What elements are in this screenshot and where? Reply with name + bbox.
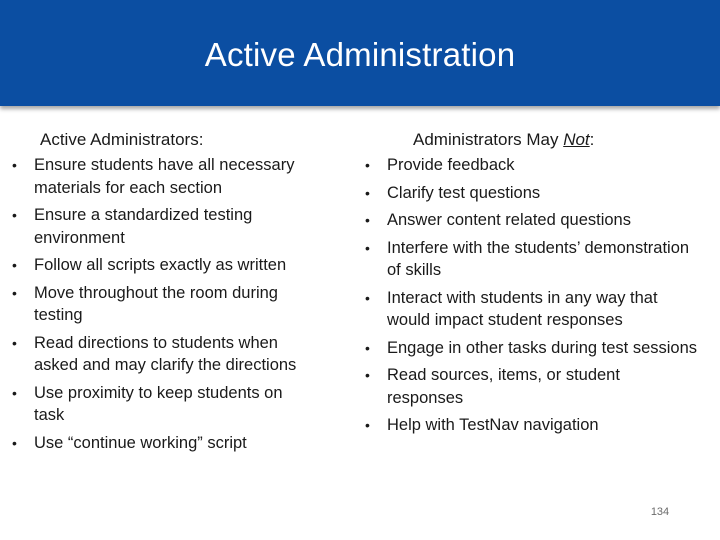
list-item: • Ensure a standardized testing environment bbox=[12, 204, 316, 249]
list-item: • Clarify test questions bbox=[365, 182, 700, 205]
right-heading-suffix: : bbox=[589, 130, 595, 149]
list-item: • Follow all scripts exactly as written bbox=[12, 254, 316, 277]
list-item: • Move throughout the room during testing bbox=[12, 282, 316, 327]
list-item: • Interfere with the students’ demonstration of skills bbox=[365, 237, 700, 282]
list-item: • Use “continue working” script bbox=[12, 432, 316, 455]
list-item: • Interact with students in any way that would impact student responses bbox=[365, 287, 700, 332]
list-item: • Use proximity to keep students on task bbox=[12, 382, 316, 427]
slide-title: Active Administration bbox=[204, 36, 516, 73]
list-item: • Ensure students have all necessary materials for each section bbox=[12, 154, 316, 199]
right-column-heading bbox=[413, 130, 594, 150]
title-bar bbox=[0, 0, 720, 106]
right-bullet-list bbox=[365, 154, 700, 442]
list-item: • Help with TestNav navigation bbox=[365, 414, 700, 437]
list-item: • Answer content related questions bbox=[365, 209, 700, 232]
left-column-heading: Active Administrators: bbox=[40, 130, 204, 149]
list-item: • Provide feedback bbox=[365, 154, 700, 177]
page-number: 134 bbox=[650, 506, 670, 518]
left-bullet-list bbox=[12, 154, 316, 459]
list-item: • Engage in other tasks during test sessions bbox=[365, 337, 700, 360]
list-item: • Read directions to students when asked and may clarify the directions bbox=[12, 332, 316, 377]
list-item: • Read sources, items, or student responses bbox=[365, 364, 700, 409]
right-heading-emphasis: Not bbox=[563, 130, 590, 149]
right-heading-prefix: Administrators May bbox=[413, 130, 564, 149]
